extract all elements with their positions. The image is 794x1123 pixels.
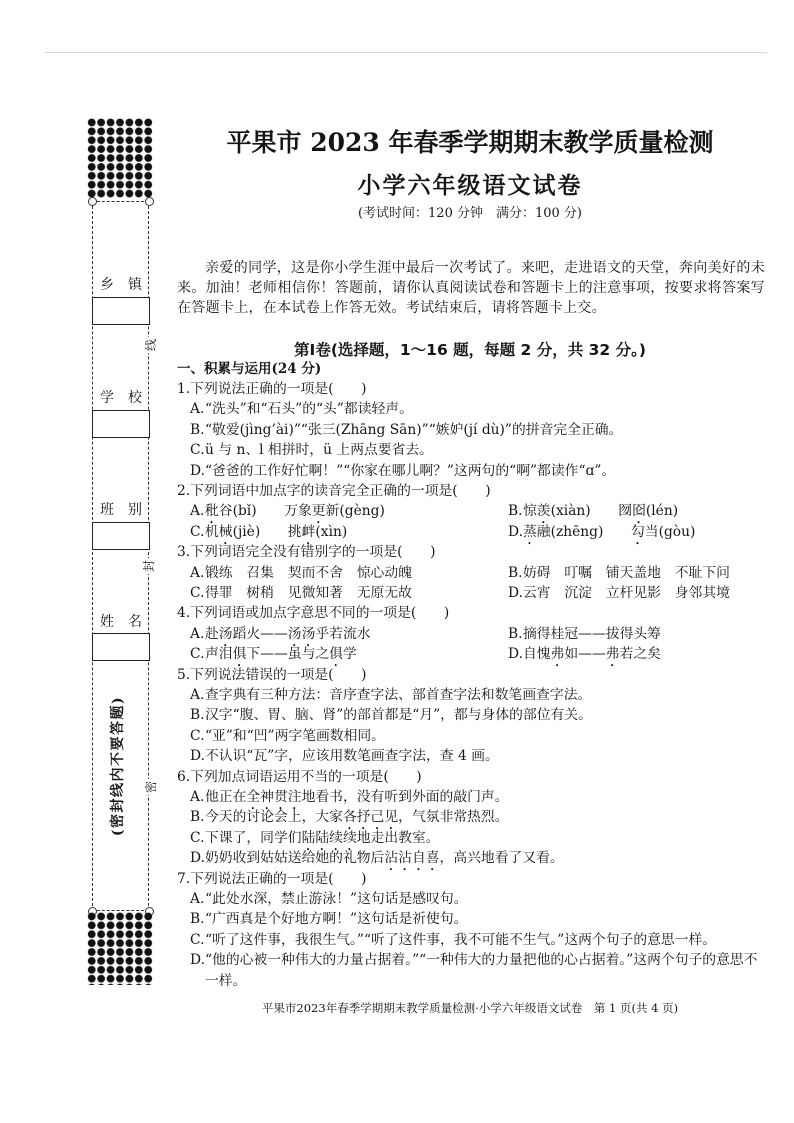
option-c: [190, 828, 765, 848]
option-row: [177, 461, 765, 481]
option-label: A.: [190, 788, 205, 805]
text-run: 下课了，同学们: [205, 829, 302, 846]
option-label: C.: [190, 442, 205, 459]
option-text: “亚”和“凹”两字笔画数相同。: [205, 727, 385, 744]
seal-mark-seal: 封: [142, 560, 156, 573]
emphasized-text: 勾: [631, 523, 645, 540]
option-row: [177, 787, 765, 807]
text-run: 新(gèng): [325, 503, 385, 520]
option-a: [190, 889, 765, 909]
option-label: B.: [508, 625, 523, 642]
emphasized-text: 陆陆续续: [301, 829, 357, 846]
text-run: ，高兴地看了又看。: [439, 850, 564, 867]
question-text: 下列词语中加点字的读音完全正确的一项是( ): [190, 483, 491, 500]
question-item: [177, 665, 765, 767]
option-text: ü 与 n、l 相拼时，ü 上两点要省去。: [205, 442, 433, 459]
option-text: 摘得桂冠——拔得头筹: [523, 625, 661, 642]
option-text: “他的心被一种伟大的力量占据着。”“一种伟大的力量把他的心占据着。”这两个句子的意思不一样。: [205, 952, 758, 989]
emphasized-text: 衅: [301, 523, 316, 540]
seal-line-ring: [145, 197, 154, 206]
field-label-class: 班 别: [100, 502, 142, 518]
question-stem: [177, 869, 765, 889]
intro-paragraph: 亲爱的同学，这是你小学生涯中最后一次考试了。来吧，走进语文的天堂，奔向美好的未来。加油！老师相信你！答题前，请你认真阅读试卷和答题卡上的注意事项，按要求将答案写在答题卡上，在本试卷上作答无效。考试结束后，请将答题卡上交。: [177, 260, 765, 316]
exam-subtitle: 小学六年级语文试卷: [357, 173, 583, 199]
question-list: [177, 379, 765, 991]
option-c: [190, 644, 508, 664]
emphasized-text: 械: [218, 523, 233, 540]
question-stem: [177, 767, 765, 787]
emphasized-text: 弗: [550, 646, 565, 663]
option-c: [190, 440, 765, 460]
option-label: A.: [190, 503, 205, 520]
option-a: [190, 624, 508, 644]
option-row: [177, 889, 765, 909]
option-label: C.: [190, 727, 205, 744]
emphasized-text: 沾沾自喜: [384, 850, 440, 867]
option-b: [190, 909, 765, 929]
part-title: 第Ⅰ卷(选择题，1～16 题，每题 2 分，共 32 分。): [294, 341, 646, 359]
emphasized-text: 蒸: [523, 523, 537, 540]
text-run: (xìn): [315, 523, 348, 540]
option-a: [190, 399, 765, 419]
option-row: [177, 501, 765, 521]
question-item: [177, 869, 765, 991]
option-label: B.: [190, 707, 205, 724]
option-row: [177, 807, 765, 827]
option-label: C.: [190, 931, 205, 948]
option-label: D.: [508, 584, 523, 601]
question-number: 6.: [177, 768, 191, 785]
option-text: “听了这件事，我很生气。”“听了这件事，我不可能不生气。”这两个句子的意思一样。: [205, 931, 717, 948]
field-label-school: 学 校: [100, 390, 142, 406]
top-rule: [45, 52, 767, 53]
text-run: ，气氛非常热烈。: [398, 809, 509, 826]
text-run: 机: [205, 523, 219, 540]
field-label-name: 姓 名: [100, 614, 142, 630]
option-row: [177, 644, 765, 664]
text-run: 地走出教室。: [356, 829, 440, 846]
option-text: 锻练 召集 契而不舍 惊心动魄: [205, 564, 412, 581]
option-row: [177, 624, 765, 644]
option-text: 得罪 树稍 见微知著 无原无故: [205, 584, 412, 601]
option-row: [177, 685, 765, 705]
question-item: [177, 603, 765, 664]
question-text: 下列说法错误的一项是( ): [190, 666, 367, 683]
question-stem: [177, 481, 765, 501]
option-label: C.: [190, 584, 205, 601]
section-title: 一、积累与运用(24 分): [177, 361, 322, 377]
option-label: A.: [190, 401, 205, 418]
question-number: 5.: [177, 666, 191, 683]
option-text: “爸爸的工作好忙啊！”“你家在哪儿啊？”这两句的“啊”都读作“ɑ”。: [205, 462, 616, 479]
question-number: 7.: [177, 870, 191, 887]
option-a: [190, 787, 765, 807]
option-row: [177, 909, 765, 929]
option-label: D.: [190, 462, 205, 479]
option-text: [205, 624, 508, 644]
text-run: (lén): [645, 503, 679, 520]
dot-pattern-top: [87, 118, 153, 198]
emphasized-text: 俱: [232, 646, 247, 663]
option-c: [190, 930, 765, 950]
text-run: 乎若流水: [315, 625, 371, 642]
emphasized-text: 汤: [218, 625, 233, 642]
option-c: [190, 726, 765, 746]
option-a: [190, 563, 508, 583]
question-number: 2.: [177, 483, 191, 500]
option-row: [177, 420, 765, 440]
question-number: 3.: [177, 544, 191, 561]
option-a: [190, 685, 765, 705]
option-row: [177, 930, 765, 950]
emphasized-text: 羡: [536, 503, 551, 520]
text-run: 下——虽与之: [246, 646, 330, 663]
option-label: D.: [508, 523, 523, 540]
question-text: 下列词语或加点字意思不同的一项是( ): [190, 605, 450, 622]
option-text: [205, 644, 508, 664]
text-run: 自愧: [523, 646, 551, 663]
option-label: B.: [190, 911, 205, 928]
option-text: “敬爱(jìng’ài)”“张三(Zhāng Sān)”“嫉妒(jí dù)”的拼音完全正确。: [205, 421, 623, 438]
question-item: [177, 767, 765, 869]
option-text: “此处水深，禁止游泳！”这句话是感叹句。: [205, 890, 468, 907]
text-run: 学: [342, 646, 357, 663]
text-run: 奶奶收到姑姑送给她的礼物后: [205, 850, 385, 867]
option-b: [190, 705, 765, 725]
text-run: 他正在: [205, 788, 247, 805]
option-text: 不认识“瓦”字，应该用数笔画查字法，查 4 画。: [205, 748, 499, 765]
text-run: 蹈火——: [232, 625, 288, 642]
question-stem: [177, 603, 765, 623]
question-text: 下列说法正确的一项是( ): [190, 870, 367, 887]
option-d: [508, 644, 765, 664]
option-text: [205, 787, 765, 807]
option-d: [190, 746, 765, 766]
option-text: 云宵 沉淀 立杆见影 身邻其境: [523, 584, 730, 601]
text-run: 今天的讨论会上，大家: [205, 809, 343, 826]
option-row: [177, 746, 765, 766]
dot-pattern-bottom: [87, 912, 153, 985]
option-row: [177, 440, 765, 460]
option-text: 查字典有三种方法：音序查字法、部首查字法和数笔画查字法。: [205, 686, 592, 703]
text-run: 谷(bǐ) 万象: [218, 503, 312, 520]
text-run: 赴: [205, 625, 219, 642]
option-text: [523, 644, 765, 664]
emphasized-text: 秕: [205, 503, 219, 520]
option-row: [177, 583, 765, 603]
option-text: [205, 522, 508, 542]
field-box-township: [92, 297, 150, 325]
option-b: [508, 624, 765, 644]
option-text: [205, 848, 765, 868]
option-c: [190, 522, 508, 542]
option-c: [190, 583, 508, 603]
option-text: [205, 828, 765, 848]
option-row: [177, 563, 765, 583]
emphasized-text: 全神贯注: [246, 788, 302, 805]
option-row: [177, 848, 765, 868]
option-label: A.: [190, 564, 205, 581]
question-stem: [177, 542, 765, 562]
option-label: C.: [190, 829, 205, 846]
option-row: [177, 726, 765, 746]
option-b: [508, 501, 765, 521]
option-b: [190, 807, 765, 827]
option-a: [190, 501, 508, 521]
exam-info: (考试时间：120 分钟 满分：100 分): [357, 206, 583, 221]
seal-notice: (密封线内不要答题): [110, 695, 126, 837]
option-d: [190, 461, 765, 481]
emphasized-text: 囵: [632, 503, 646, 520]
option-text: [205, 807, 765, 827]
option-label: D.: [190, 748, 205, 765]
field-box-school: [92, 410, 150, 438]
emphasized-text: 各抒己见: [342, 809, 399, 826]
option-d: [508, 522, 765, 542]
question-number: 1.: [177, 381, 191, 397]
option-text: “洗头”和“石头”的“头”都读轻声。: [205, 401, 413, 418]
option-d: [508, 583, 765, 603]
option-b: [508, 563, 765, 583]
text-run: (jiè) 挑: [232, 523, 302, 540]
option-text: 汉字“腹、胃、脑、肾”的部首都是“月”，都与身体的部位有关。: [205, 707, 592, 724]
option-b: [190, 420, 765, 440]
option-text: [205, 501, 508, 521]
question-text: 下列说法正确的一项是( ): [190, 381, 367, 397]
option-label: B.: [190, 809, 205, 826]
exam-title: 平果市 2023 年春季学期期末教学质量检测: [226, 128, 714, 157]
option-label: C.: [190, 646, 205, 663]
text-run: 当(gòu): [644, 523, 696, 540]
text-run: 声泪: [205, 646, 233, 663]
option-row: [177, 705, 765, 725]
field-box-name: [92, 633, 150, 661]
option-text: [523, 522, 765, 542]
emphasized-text: 弗: [605, 646, 620, 663]
field-label-township: 乡 镇: [100, 277, 142, 293]
question-text: 下列词语完全没有错别字的一项是( ): [190, 544, 436, 561]
question-text: 下列加点词语运用不当的一项是( ): [190, 768, 422, 785]
page-footer: 平果市2023年春季学期期末教学质量检测·小学六年级语文试卷 第 1 页(共 4 页): [261, 1001, 679, 1015]
option-label: C.: [190, 523, 205, 540]
option-label: D.: [508, 646, 523, 663]
question-item: [177, 379, 765, 481]
option-label: B.: [508, 503, 523, 520]
option-label: D.: [190, 952, 205, 969]
field-box-class: [92, 522, 150, 550]
seal-line-ring: [88, 197, 97, 206]
text-run: 融(zhēng): [536, 523, 631, 540]
option-label: B.: [190, 421, 205, 438]
question-stem: [177, 665, 765, 685]
emphasized-text: 汤汤: [287, 625, 316, 642]
option-label: A.: [190, 625, 205, 642]
option-label: A.: [190, 686, 205, 703]
text-run: 惊: [523, 503, 537, 520]
option-row: [177, 399, 765, 419]
text-run: (xiàn) 囫: [550, 503, 633, 520]
text-run: 如——: [564, 646, 606, 663]
emphasized-text: 俱: [329, 646, 343, 663]
question-item: [177, 481, 765, 542]
option-d: [190, 950, 765, 991]
seal-mark-line: 线: [144, 339, 158, 352]
option-label: B.: [508, 564, 523, 581]
option-text: [523, 501, 765, 521]
option-label: D.: [190, 850, 205, 867]
option-label: A.: [190, 890, 205, 907]
option-text: “广西真是个好地方啊！”这句话是祈使句。: [205, 911, 468, 928]
option-row: [177, 950, 765, 991]
question-number: 4.: [177, 605, 191, 622]
option-row: [177, 522, 765, 542]
seal-mark-secret: 密: [144, 781, 158, 794]
option-d: [190, 848, 765, 868]
question-stem: [177, 379, 765, 399]
text-run: 地看书，没有听到外面的敲门声。: [301, 788, 509, 805]
option-text: 妨碍 叮嘱 铺天盖地 不耻下问: [523, 564, 730, 581]
option-row: [177, 828, 765, 848]
question-item: [177, 542, 765, 603]
text-run: 若之矣: [619, 646, 661, 663]
emphasized-text: 更: [311, 503, 326, 520]
